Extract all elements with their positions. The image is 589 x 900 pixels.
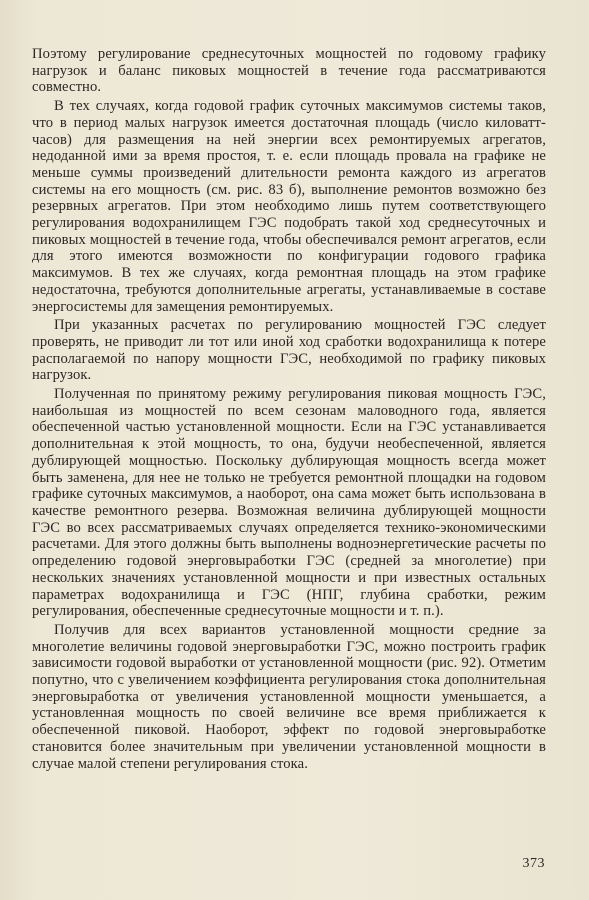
- paragraph-3: При указанных расчетах по регулированию мощностей ГЭС следует проверять, не приводит ли тот или иной ход сработки водохранилища к потере располагаемой по напору мощности ГЭС, необходимой по графику пиковых нагрузок.: [32, 317, 546, 384]
- paragraph-2: В тех случаях, когда годовой график суточных максимумов системы таков, что в период малых нагрузок имеется достаточная площадь (число киловатт-часов) для размещения на ней энергии всех ремонтируемых агрегатов, недоданной ими за время простоя, т. е. если площадь провала на графике не меньше суммы произведений длительности ремонта каждого из агрегатов системы на его мощность (см. рис. 83 б), выполнение ремонтов возможно без резервных агрегатов. При этом необходимо лишь путем соответствующего регулирования водохранилищем ГЭС подобрать такой ход среднесуточных и пиковых мощностей в течение года, чтобы обеспечивался ремонт агрегатов, если для этого имеются возможности по конфигурации годового графика максимумов. В тех же случаях, когда ремонтная площадь на этом графике недостаточна, требуются дополнительные агрегаты, устанавливаемые в составе энергосистемы для замещения ремонтируемых.: [32, 98, 546, 315]
- page-number: 373: [522, 856, 545, 871]
- paragraph-4: Полученная по принятому режиму регулирования пиковая мощность ГЭС, наибольшая из мощностей по всем сезонам маловодного года, является обеспеченной частью установленной мощности. Если на ГЭС устанавливается дополнительная к этой мощность, то она, будучи необеспеченной, является дублирующей мощностью. Поскольку дублирующая мощность всегда может быть заменена, для нее не только не требуется ремонтной площадки на годовом графике суточных максимумов, а наоборот, она сама может быть использована в качестве ремонтного резерва. Возможная величина дублирующей мощности ГЭС во всех рассматриваемых случаях определяется технико-экономическими расчетами. Для этого должны быть выполнены водноэнергетические расчеты по определению годовой энерговыработки ГЭС (средней за многолетие) при нескольких значениях установленной мощности и при известных остальных параметрах водохранилища и ГЭС (НПГ, глубина сработки, режим регулирования, обеспеченные среднесуточные мощности и т. п.).: [32, 386, 546, 620]
- paragraph-1: Поэтому регулирование среднесуточных мощностей по годовому графику нагрузок и баланс пиковых мощностей в течение года рассматриваются совместно.: [32, 46, 546, 96]
- paragraph-5: Получив для всех вариантов установленной мощности средние за многолетие величины годовой энерговыработки ГЭС, можно построить график зависимости годовой выработки от установленной мощности (рис. 92). Отметим попутно, что с увеличением коэффициента регулирования стока дополнительная энерговыработка от увеличения установленной мощности уменьшается, а установленная мощность по своей величине все время приближается к обеспеченной пиковой. Наоборот, эффект по годовой энерговыработке становится более значительным при увеличении установленной мощности в случае малой степени регулирования стока.: [32, 621, 546, 772]
